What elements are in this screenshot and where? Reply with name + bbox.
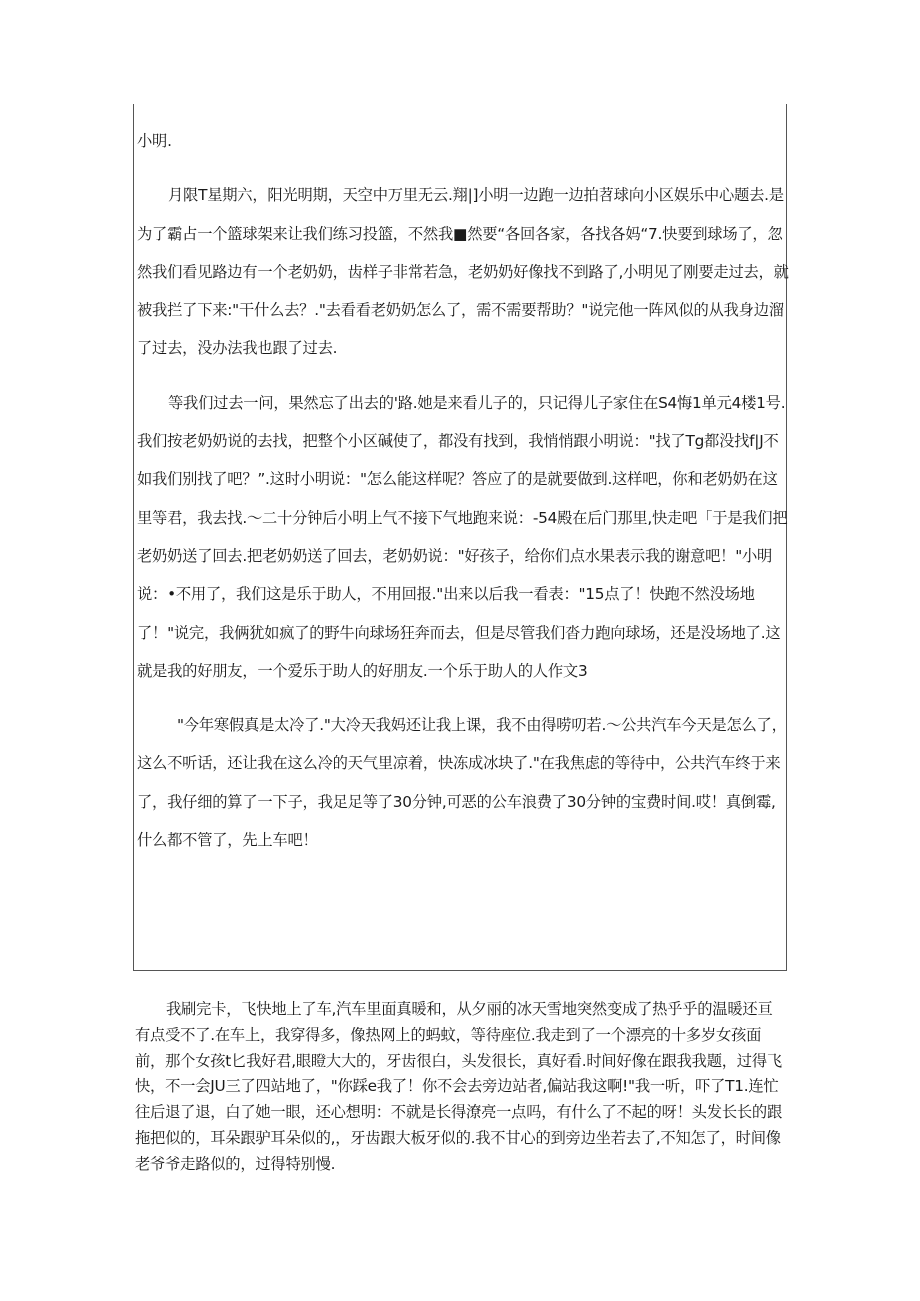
paragraph: 我刷完卡，飞快地上了车,汽车里面真暖和，从夕丽的冰天雪地突然变成了热乎乎的温暖还亘有点受不了.在车上，我穿得多，像热网上的蚂蚊，等待座位.我走到了一个漂亮的十多岁女孩面前，那个女孩t匕我好君,眼瞪大大的，牙齿很白，头发很长，真好看.时间好像在跟我我题，过得飞快，不一会JU三了四站地了，"你踩e我了！你不会去旁边站者,偏站我这啊!"我一听，吓了T1.连忙往后退了退，白了她一眼，还心想明：不就是长得潦亮一点吗，有什么了不起的呀！头发长长的跟拖把似的，耳朵跟驴耳朵似的,，牙齿跟大板牙似的.我不甘心的到旁边坐若去了,不知怎了，时间像老爷爷走路似的，过得特别慢.	[135, 1000, 783, 1173]
paragraph: "今年寒假真是太冷了."大冷天我妈还让我上课，我不由得唠叨若.〜公共汽车今天是怎么了，这么不听话，还让我在这么冷的天气里凉着，快冻成冰块了."在我焦虑的等待中，公共汽车终于来了，我仔细的算了一下子，我足足等了30分钟,可恶的公车浪费了30分钟的宝费时间.哎！真倒霉,什么都不管了，先上车吧！	[137, 716, 787, 850]
paragraph: 等我们过去一问，果然忘了出去的'路.她是来看儿子的，只记得儿子家住在S4悔1单元4楼1号.我们按老奶奶说的去找，把整个小区碱使了，都没有找到，我悄悄跟小明说："找了Tg都没找f|J不如我们别找了吧？”.这时小明说："怎么能这样呢？答应了的是就要做到.这样吧，你和老奶奶在这里等君，我去找.〜二十分钟后小明上气不接下气地跑来说：-54殿在后门那里,快走吧「于是我们把老奶奶送了回去.把老奶奶送了回去，老奶奶说："好孩子，给你们点水果表示我的谢意吧！"小明说：•不用了，我们这是乐于助人，不用回报."出来以后我一看表："15点了！快跑不然没场地了！"说完，我俩犹如疯了的野牛向球场狂奔而去，但是尽管我们沓力跑向球场，还是没场地了.这就是我的好朋友，一个爱乐于助人的好朋友.一个乐于助人的人作文3	[137, 393, 788, 680]
bordered-text-body	[137, 122, 789, 859]
bordered-text-frame	[133, 104, 787, 971]
unboxed-text-body	[135, 997, 785, 1178]
continuation-line: 小明.	[137, 132, 172, 150]
paragraph: 月限T星期六，阳光明期，天空中万里无云.翔|]小明一边跑一边拍苕球向小区娱乐中心题去.是为了霸占一个篮球架来让我们练习投篮，不然我■然要“各回各家，各找各妈“7.快要到球场了，忽然我们看见路边有一个老奶奶，齿样子非常若急，老奶奶好像找不到路了,小明见了刚要走过去，就被我拦了下来:"干什么去？."去看看老奶奶怎么了，需不需要帮助？"说完他一阵风似的从我身边溜了过去，没办法我也跟了过去.	[137, 186, 789, 358]
